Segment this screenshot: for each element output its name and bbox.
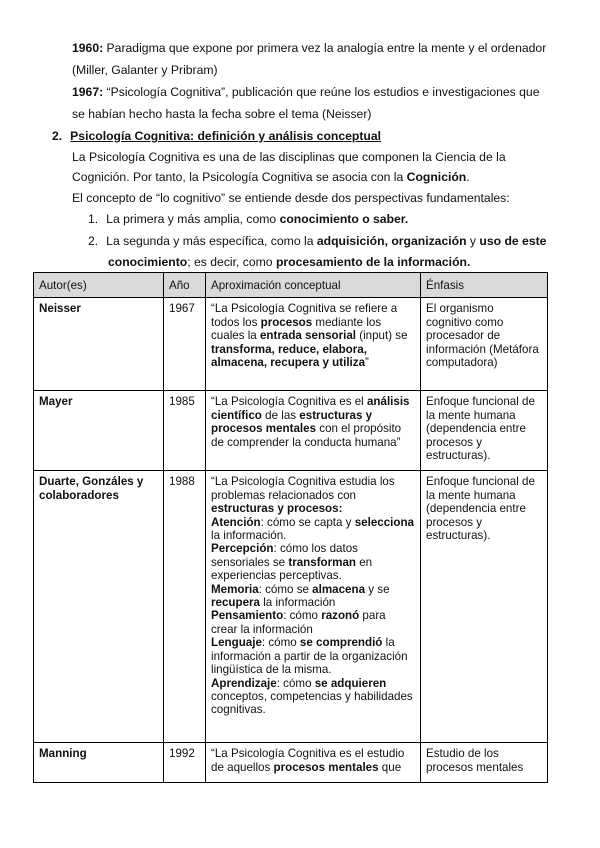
list-item: 1. La primera y más amplia, como conocimiento o saber. xyxy=(88,212,409,226)
cell-author: Neisser xyxy=(34,298,164,391)
approach-percepcion: Percepción: cómo los datos sensoriales se transforman en experiencias perceptivas. xyxy=(211,542,373,583)
timeline-1960-line1: 1960: Paradigma que expone por primera vez la analogía entre la mente y el ordenador xyxy=(72,41,547,55)
cell-approach: “La Psicología Cognitiva se refiere a todos los procesos mediante los cuales la entrada sensorial (input) se transforma, reduce, elabora, almacena, recupera y utiliza” xyxy=(206,298,421,391)
header-year: Año xyxy=(164,273,206,298)
approach-lenguaje: Lenguaje: cómo se comprendió la información a partir de la organización lingüística de la misma. xyxy=(211,636,408,677)
timeline-1967-line1: 1967: “Psicología Cognitiva”, publicación que reúne los estudios e investigaciones que xyxy=(72,85,540,99)
cell-year: 1992 xyxy=(164,743,206,783)
cell-emphasis: Enfoque funcional de la mente humana (dependencia entre procesos y estructuras). xyxy=(421,471,548,743)
cell-emphasis: Estudio de los procesos mentales xyxy=(421,743,548,783)
header-emphasis: Énfasis xyxy=(421,273,548,298)
list-item-continuation: conocimiento; es decir, como procesamiento de la información. xyxy=(108,255,471,269)
cell-year: 1988 xyxy=(164,471,206,743)
table-row xyxy=(34,298,548,391)
table-row xyxy=(34,391,548,471)
approach-intro: “La Psicología Cognitiva estudia los problemas relacionados con estructuras y procesos: xyxy=(211,475,395,516)
cell-author: Duarte, Gonzáles y colaboradores xyxy=(34,471,164,743)
paragraph-line: La Psicología Cognitiva es una de las disciplinas que componen la Ciencia de la xyxy=(72,150,506,164)
section-heading: 2. Psicología Cognitiva: definición y análisis conceptual xyxy=(52,129,382,143)
authors-table xyxy=(33,272,548,783)
header-approach: Aproximación conceptual xyxy=(206,273,421,298)
table-header-row xyxy=(34,273,548,298)
cell-author: Mayer xyxy=(34,391,164,471)
header-author: Autor(es) xyxy=(34,273,164,298)
cell-author: Manning xyxy=(34,743,164,783)
approach-atencion: Atención: cómo se capta y selecciona la información. xyxy=(211,515,414,543)
approach-aprendizaje: Aprendizaje: cómo se adquieren conceptos, competencias y habilidades cognitivas. xyxy=(211,676,413,717)
cell-approach: “La Psicología Cognitiva es el análisis científico de las estructuras y procesos mentales con el propósito de comprender la conducta humana” xyxy=(206,391,421,471)
paragraph-line: Cognición. Por tanto, la Psicología Cognitiva se asocia con la Cognición. xyxy=(72,170,470,184)
cell-emphasis: El organismo cognitivo como procesador de información (Metáfora computadora) xyxy=(421,298,548,391)
approach-memoria: Memoria: cómo se almacena y se recupera la información xyxy=(211,582,390,610)
cell-year: 1967 xyxy=(164,298,206,391)
table-row xyxy=(34,743,548,783)
list-item: 2. La segunda y más específica, como la adquisición, organización y uso de este xyxy=(88,234,547,248)
timeline-1967-line2: se habían hecho hasta la fecha sobre el tema (Neisser) xyxy=(72,107,372,121)
timeline-1960-line2: (Miller, Galanter y Pribram) xyxy=(72,63,218,77)
table-row xyxy=(34,471,548,743)
paragraph-line: El concepto de “lo cognitivo” se entiende desde dos perspectivas fundamentales: xyxy=(72,191,510,205)
cell-emphasis: Enfoque funcional de la mente humana (dependencia entre procesos y estructuras). xyxy=(421,391,548,471)
cell-year: 1985 xyxy=(164,391,206,471)
cell-approach: “La Psicología Cognitiva es el estudio de aquellos procesos mentales que xyxy=(206,743,421,783)
cell-approach xyxy=(206,471,421,743)
approach-pensamiento: Pensamiento: cómo razonó para crear la información xyxy=(211,609,386,636)
